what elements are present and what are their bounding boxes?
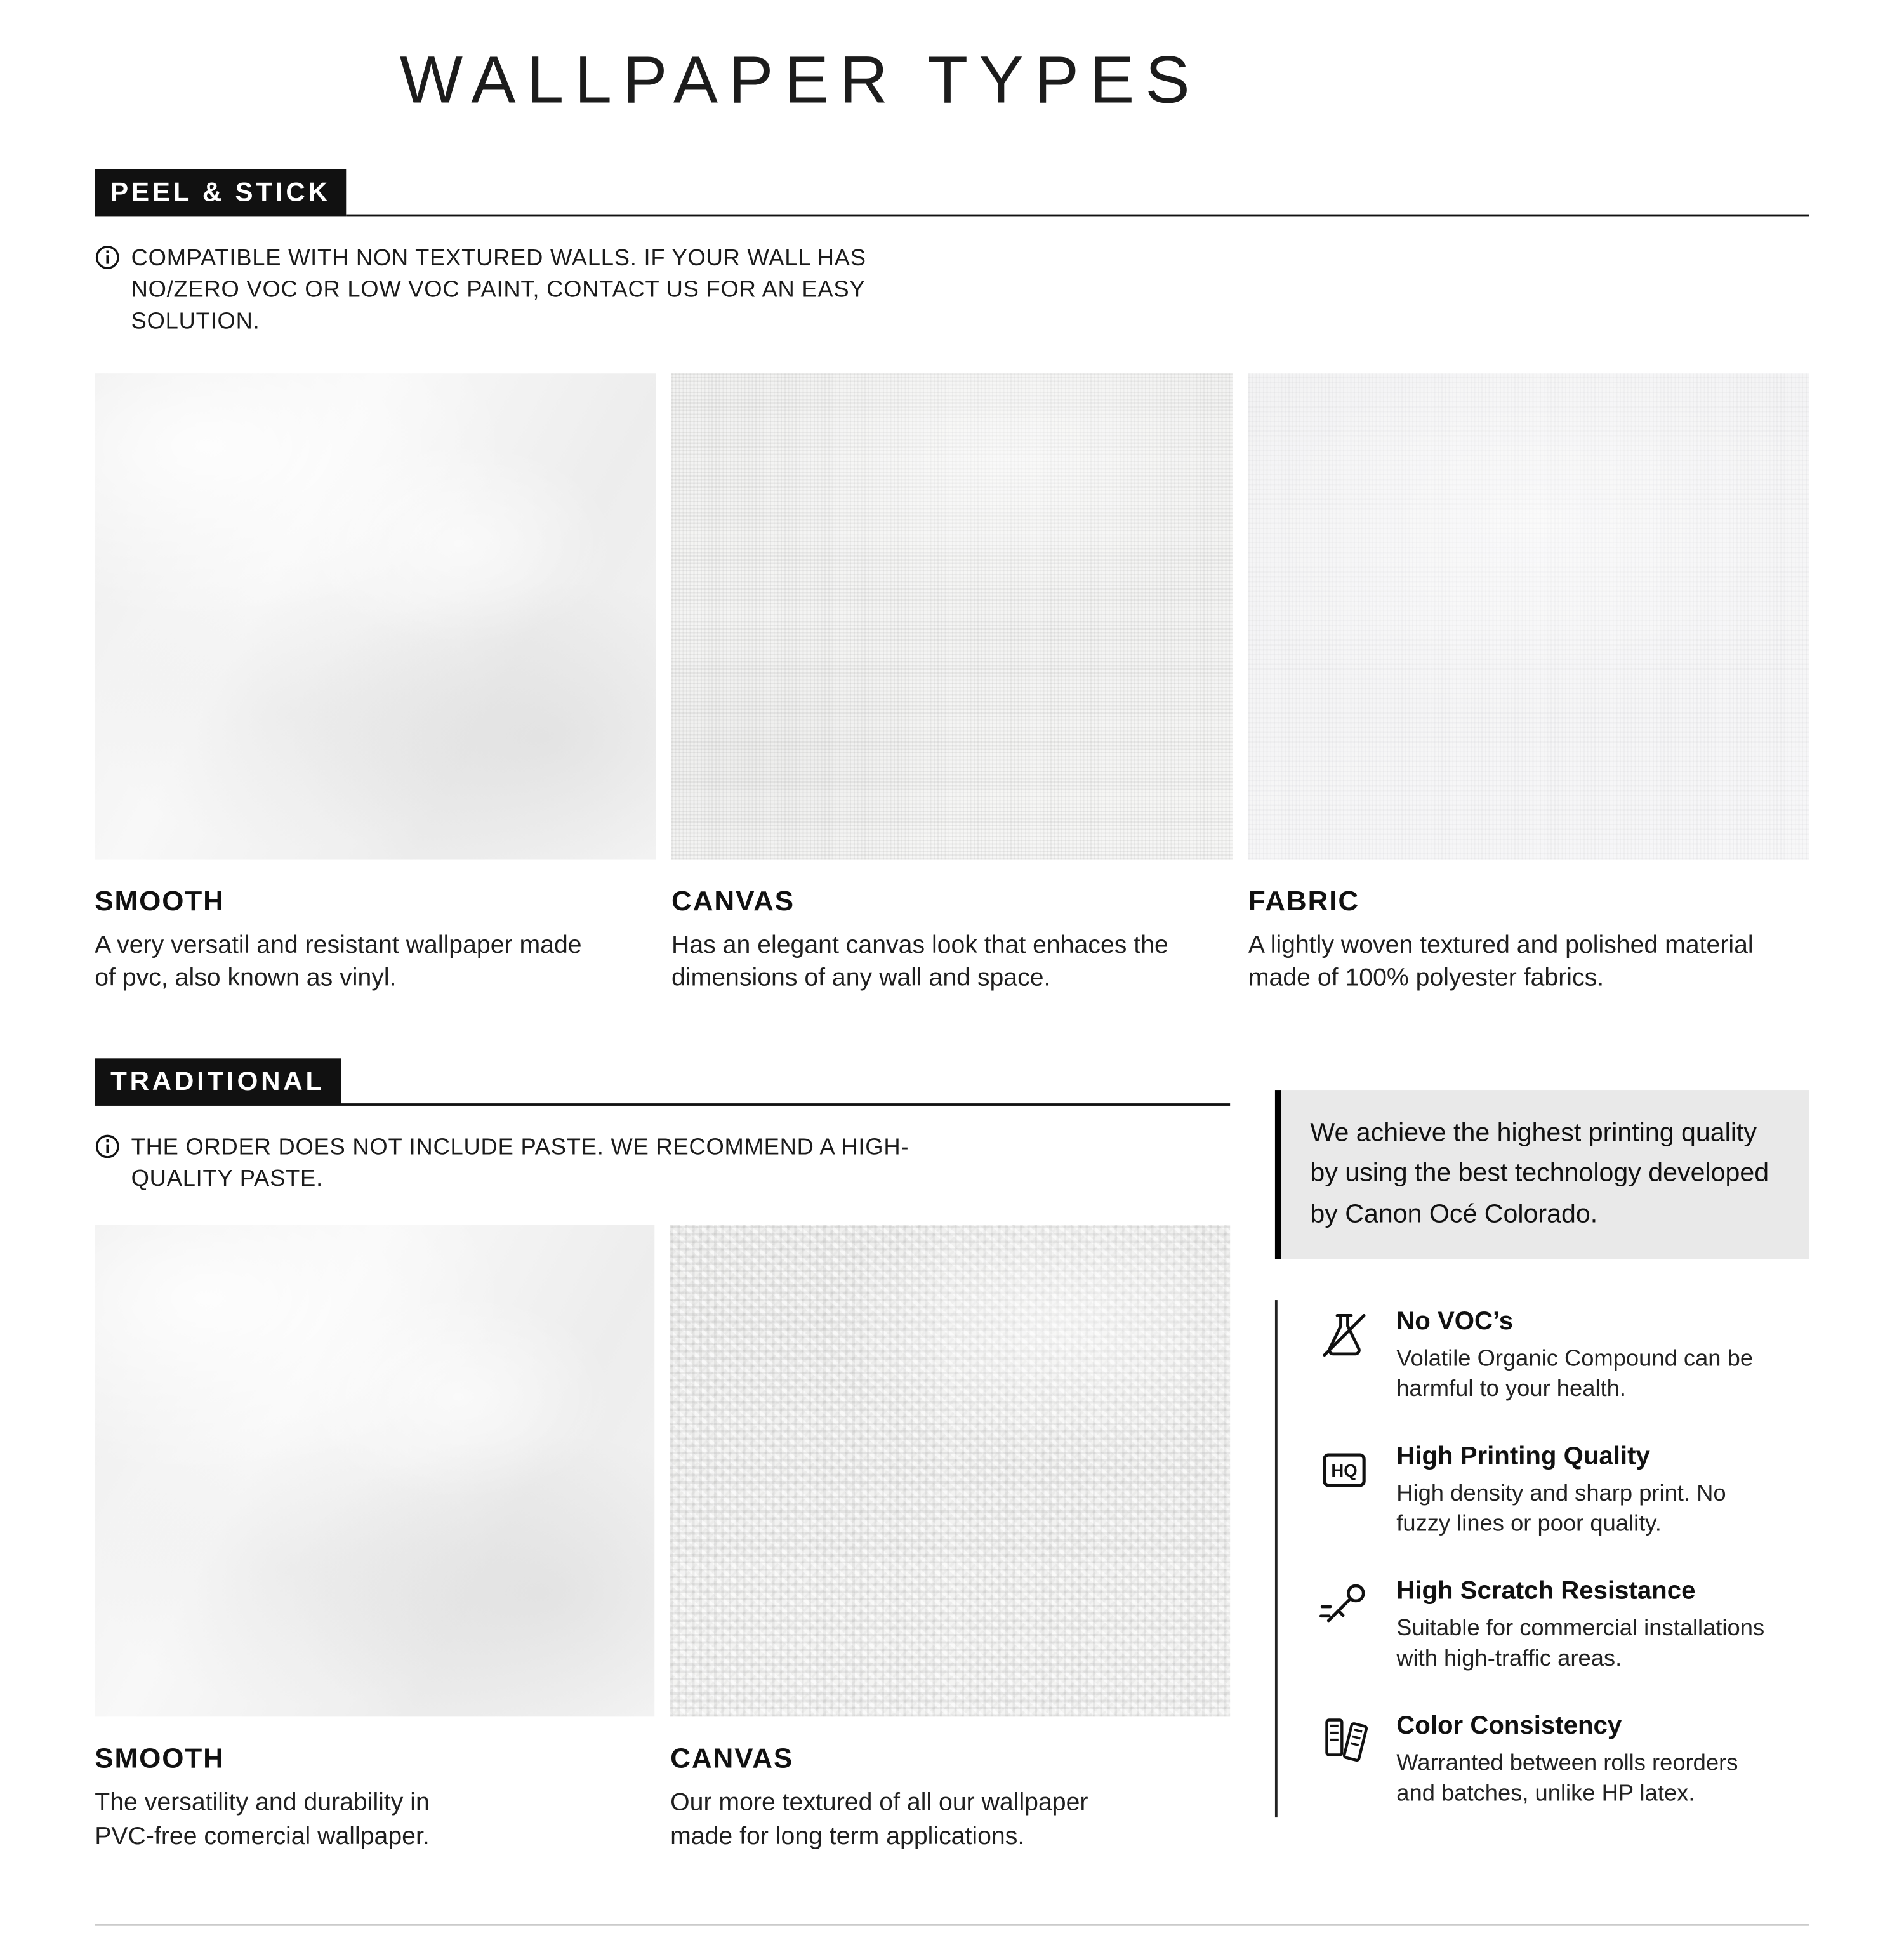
traditional-note-text: THE ORDER DOES NOT INCLUDE PASTE. WE RECOMMEND A HIGH-QUALITY PASTE. bbox=[131, 1134, 909, 1193]
swatch-card-smooth bbox=[95, 373, 656, 995]
feature-title: Color Consistency bbox=[1396, 1712, 1622, 1741]
feature-title: High Printing Quality bbox=[1396, 1442, 1650, 1471]
swatch-description: Our more textured of all our wallpaper made for long term applications. bbox=[670, 1789, 1088, 1850]
feature-no-voc bbox=[1316, 1307, 1809, 1404]
swatch-description: A very versatil and resistant wallpaper made of pvc, also known as vinyl. bbox=[95, 930, 582, 992]
swatch-name: SMOOTH bbox=[95, 1743, 225, 1775]
traditional-note bbox=[95, 1132, 1230, 1196]
no-voc-icon bbox=[1316, 1307, 1372, 1363]
swatch-card-smooth bbox=[95, 1225, 654, 1854]
feature-description: Warranted between rolls reorders and batches, unlike HP latex. bbox=[1396, 1751, 1738, 1807]
bottom-row bbox=[95, 1058, 1809, 1854]
swatch-caption bbox=[95, 1743, 654, 1854]
printing-quality-highlight: We achieve the highest printing quality by using the best technology developed by Canon Océ Colorado. bbox=[1275, 1090, 1809, 1259]
peel-stick-rule bbox=[347, 169, 1809, 217]
swatch-name: CANVAS bbox=[671, 884, 795, 916]
swatch-name: CANVAS bbox=[670, 1743, 794, 1775]
peel-stick-swatch-row bbox=[95, 373, 1809, 995]
peel-stick-note-text: COMPATIBLE WITH NON TEXTURED WALLS. IF YOUR WALL HAS NO/ZERO VOC OR LOW VOC PAINT, CONTACT US FOR AN EASY SOLUTION. bbox=[131, 246, 866, 335]
peel-stick-badge: PEEL & STICK bbox=[95, 169, 346, 217]
feature-text bbox=[1396, 1712, 1775, 1809]
swatch-caption bbox=[1248, 884, 1809, 995]
peel-stick-header bbox=[95, 169, 1809, 217]
swatch-name: FABRIC bbox=[1248, 884, 1360, 916]
section-traditional bbox=[95, 1058, 1230, 1854]
swatch-caption bbox=[670, 1743, 1230, 1854]
feature-text bbox=[1396, 1307, 1775, 1404]
feature-title: High Scratch Resistance bbox=[1396, 1577, 1696, 1605]
swatch-name: SMOOTH bbox=[95, 884, 225, 916]
feature-color-consistency bbox=[1316, 1712, 1809, 1809]
swatch-description: A lightly woven textured and polished material made of 100% polyester fabrics. bbox=[1248, 930, 1754, 992]
feature-description: Suitable for commercial installations with high-traffic areas. bbox=[1396, 1616, 1765, 1673]
rough-canvas-texture-image bbox=[670, 1225, 1230, 1717]
fabric-texture-image bbox=[1248, 373, 1809, 859]
swatch-card-canvas bbox=[670, 1225, 1230, 1854]
hq-icon bbox=[1316, 1442, 1372, 1498]
smooth-texture-image bbox=[95, 1225, 654, 1717]
features-list bbox=[1275, 1300, 1809, 1817]
color-consistency-icon bbox=[1316, 1712, 1372, 1768]
traditional-badge: TRADITIONAL bbox=[95, 1058, 341, 1106]
smooth-texture-image bbox=[95, 373, 656, 859]
swatch-card-fabric bbox=[1248, 373, 1809, 995]
page-title: WALLPAPER TYPES bbox=[399, 41, 1201, 117]
infographic-page bbox=[0, 41, 1904, 1945]
page-canvas bbox=[0, 41, 1904, 1945]
svg-text:HQ: HQ bbox=[1331, 1461, 1358, 1481]
traditional-rule bbox=[341, 1058, 1230, 1106]
bottom-divider bbox=[95, 1924, 1809, 1925]
peel-stick-note bbox=[95, 244, 1809, 339]
quality-column bbox=[1275, 1058, 1809, 1817]
feature-title: No VOC’s bbox=[1396, 1307, 1514, 1336]
feature-scratch-resistance bbox=[1316, 1577, 1809, 1675]
swatch-description: The versatility and durability in PVC-free comercial wallpaper. bbox=[95, 1789, 430, 1850]
traditional-header bbox=[95, 1058, 1230, 1106]
feature-description: Volatile Organic Compound can be harmful to your health. bbox=[1396, 1346, 1754, 1402]
scratch-resistance-icon bbox=[1316, 1577, 1372, 1633]
feature-text bbox=[1396, 1442, 1775, 1539]
feature-high-printing-quality bbox=[1316, 1442, 1809, 1539]
swatch-description: Has an elegant canvas look that enhaces the dimensions of any wall and space. bbox=[671, 930, 1168, 992]
feature-description: High density and sharp print. No fuzzy lines or poor quality. bbox=[1396, 1481, 1726, 1537]
canvas-texture-image bbox=[671, 373, 1233, 859]
swatch-caption bbox=[95, 884, 656, 995]
info-icon bbox=[95, 1134, 120, 1159]
swatch-caption bbox=[671, 884, 1233, 995]
feature-text bbox=[1396, 1577, 1775, 1675]
traditional-swatch-row bbox=[95, 1225, 1230, 1854]
swatch-card-canvas bbox=[671, 373, 1233, 995]
section-peel-stick bbox=[95, 169, 1809, 995]
info-icon bbox=[95, 244, 120, 270]
